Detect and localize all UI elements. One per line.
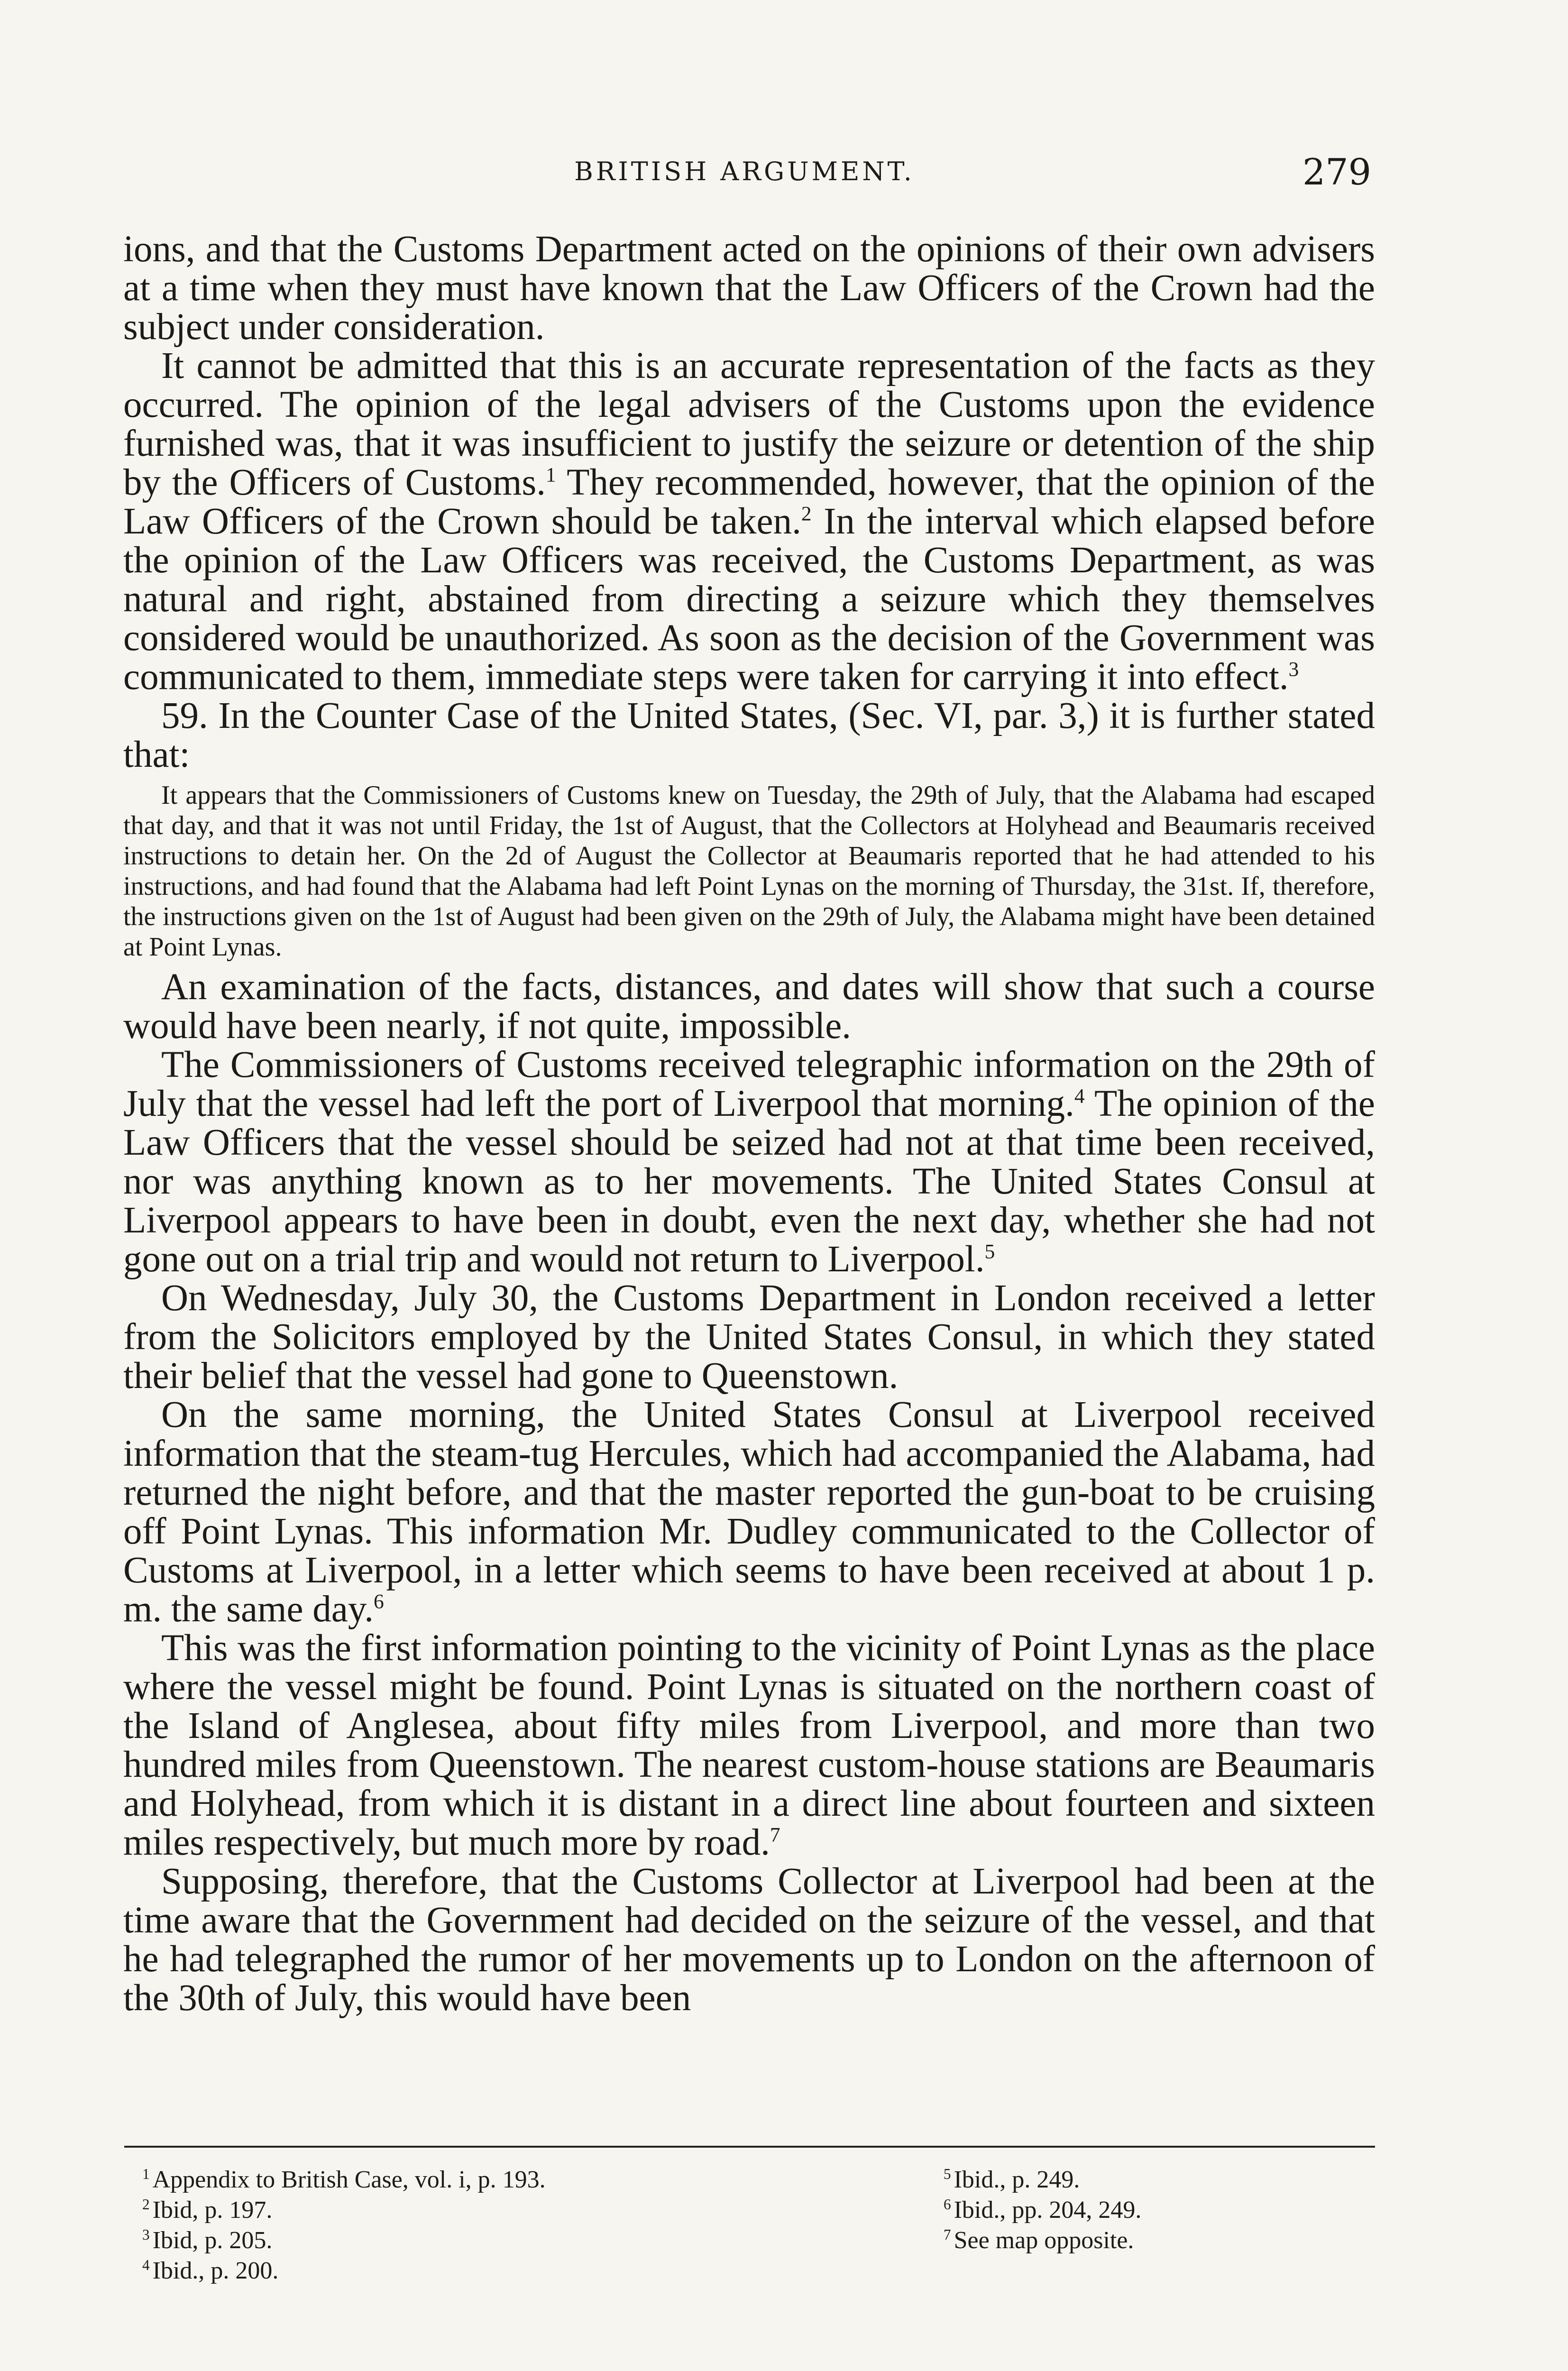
footnote-text: Ibid., p. 200.: [152, 2257, 279, 2284]
footnote-text: Ibid., p. 249.: [954, 2166, 1080, 2193]
footnote: [944, 2225, 1370, 2256]
paragraph-text: They recommended, however, that the opinion of the Law Officers of the Crown should be taken.: [123, 462, 1375, 542]
paragraph-text: On the same morning, the United States Consul at Liverpool received information that the steam-tug Hercules, which had accompanied the Alabama, had returned the night before, and that the master reported the gun-boat to be cruising off Point Lynas. This information Mr. Dudley communicated to the Collector of Customs at Liverpool, in a letter which seems to have been received at about 1 p. m. the same day.: [123, 1394, 1375, 1630]
footnote-ref: 5: [984, 1240, 995, 1263]
paragraph-text: The opinion of the Law Officers that the vessel should be seized had not at that time been received, nor was anything known as to her movements. The United States Consul at Liverpool appears to have been in doubt, even the next day, whether she had not gone out on a trial trip and would not return to Liverpool.: [123, 1083, 1375, 1280]
footnote: [944, 2165, 1370, 2195]
footnote-ref: 6: [373, 1590, 384, 1613]
footnote: [142, 2195, 901, 2225]
paragraph-text: The Commissioners of Customs received telegraphic information on the 29th of July that the vessel had left the port of Liverpool that morning.: [123, 1044, 1375, 1124]
footnote-ref: 7: [770, 1823, 780, 1847]
footnote-divider: [124, 2146, 1375, 2148]
footnotes-right-column: [944, 2165, 1370, 2256]
quote-text: It appears that the Commissioners of Customs knew on Tuesday, the 29th of July, that the Alabama had escaped that day, and that it was not until Friday, the 1st of August, that the Collectors at Holyhead and Beaumaris received instructions to detain her. On the 2d of August the Collector at Beaumaris reported that he had attended to his instructions, and had found that the Alabama had left Point Lynas on the morning of Thursday, the 31st. If, therefore, the instructions given on the 1st of August had been given on the 29th of July, the Alabama might have been detained at Point Lynas.: [123, 781, 1375, 962]
paragraph-text: This was the first information pointing to the vicinity of Point Lynas as the place where the vessel might be found. Point Lynas is situated on the northern coast of the Island of Anglesea, about fifty miles from Liverpool, and more than two hundred miles from Queenstown. The nearest custom-house stations are Beaumaris and Holyhead, from which it is distant in a direct line about fourteen and sixteen miles respectively, but much more by road.: [123, 1627, 1375, 1863]
running-title: BRITISH ARGUMENT.: [574, 156, 915, 186]
paragraph-text: It cannot be admitted that this is an accurate representation of the facts as they occurred. The opinion of the legal advisers of the Customs upon the evidence furnished was, that it was insufficient to justify the seizure or detention of the ship by the Officers of Customs.: [123, 345, 1375, 503]
footnote-ref: 2: [801, 502, 812, 525]
paragraph: Supposing, therefore, that the Customs Collector at Liverpool had been at the time aware that the Government had decided on the seizure of the vessel, and that he had telegraphed the rumor of her movements up to London on the afternoon of the 30th of July, this would have been: [123, 1861, 1375, 2019]
footnote: [142, 2225, 901, 2256]
footnote-number: 6: [944, 2196, 951, 2213]
paragraph-text: In the interval which elapsed before the opinion of the Law Officers was received, the Customs Department, as was natural and right, abstained from directing a seizure which they themselves considered would be unauthorized. As soon as the decision of the Government was communicated to them, immediate steps were taken for carrying it into effect.: [123, 501, 1375, 698]
footnote-number: 3: [142, 2226, 150, 2243]
paragraph: [123, 347, 1375, 697]
paragraph: [123, 1396, 1375, 1629]
paragraph: [123, 1046, 1375, 1279]
footnote-number: 5: [944, 2165, 951, 2182]
page-number: 279: [1302, 151, 1371, 193]
footnote-ref: 4: [1074, 1084, 1085, 1108]
footnote-text: Appendix to British Case, vol. i, p. 193.: [152, 2166, 546, 2193]
footnote: [944, 2195, 1370, 2225]
footnote-number: 1: [142, 2165, 150, 2182]
body-text: [123, 230, 1375, 2018]
footnote-text: See map opposite.: [954, 2227, 1134, 2254]
footnote: [142, 2256, 901, 2286]
footnote-text: Ibid, p. 197.: [152, 2196, 273, 2224]
running-head: [114, 151, 1375, 203]
paragraph: ions, and that the Customs Department acted on the opinions of their own advisers at a time when they must have known that the Law Officers of the Crown had the subject under consideration.: [123, 229, 1375, 348]
footnotes-left-column: [142, 2165, 901, 2286]
paragraph: 59. In the Counter Case of the United States, (Sec. VI, par. 3,) it is further stated that:: [123, 695, 1375, 775]
footnote-text: Ibid, p. 205.: [152, 2227, 273, 2254]
paragraph: On Wednesday, July 30, the Customs Department in London received a letter from the Solicitors employed by the United States Consul, in which they stated their belief that the vessel had gone to Queenstown.: [123, 1277, 1375, 1397]
footnote-number: 2: [142, 2196, 150, 2213]
paragraph: An examination of the facts, distances, and dates will show that such a course would have been nearly, if not quite, impossible.: [123, 966, 1375, 1047]
footnote-ref: 1: [545, 463, 556, 487]
footnote: [142, 2165, 901, 2195]
paragraph: [123, 1629, 1375, 1862]
footnote-number: 7: [944, 2226, 951, 2243]
footnote-ref: 3: [1288, 658, 1299, 681]
block-quote: [123, 780, 1375, 962]
footnote-number: 4: [142, 2256, 150, 2273]
footnote-text: Ibid., pp. 204, 249.: [954, 2196, 1142, 2224]
